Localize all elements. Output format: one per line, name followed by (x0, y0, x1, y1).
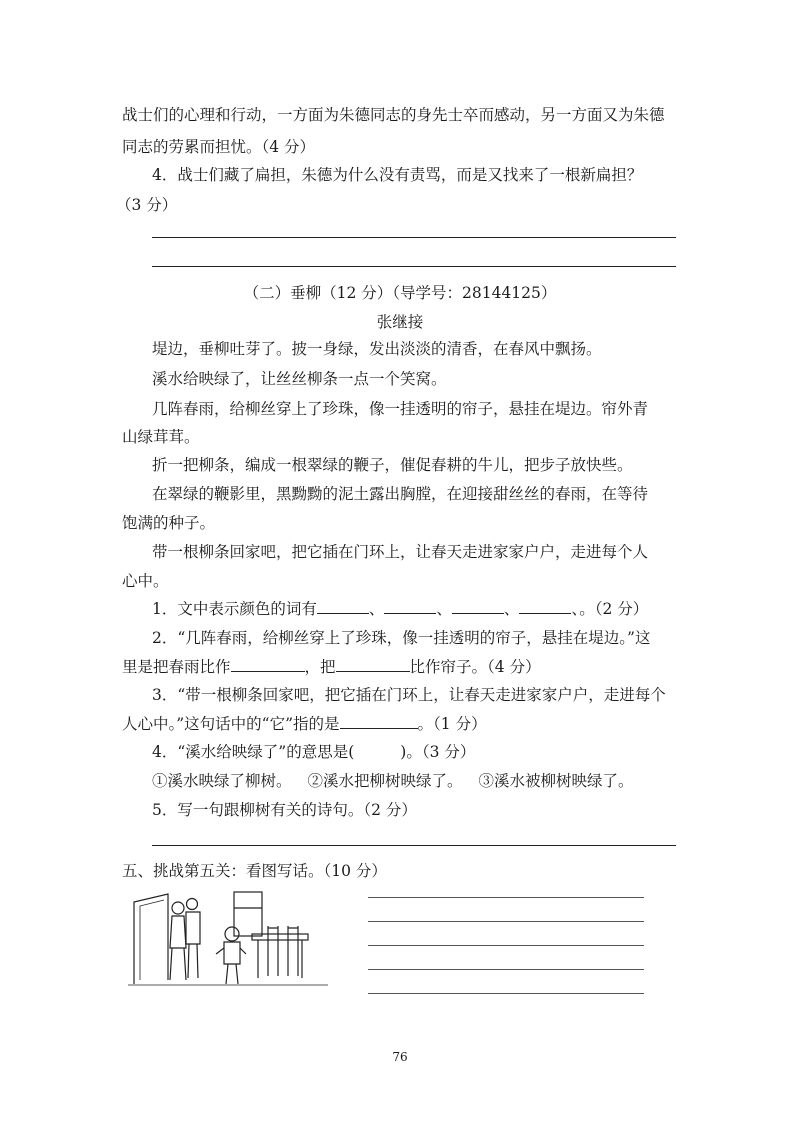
question-1-prefix: 1．文中表示颜色的词有 (152, 600, 317, 618)
answer-line-poem (152, 845, 676, 846)
section2-title: （二）垂柳（12 分）（导学号：28144125） (243, 284, 557, 302)
refrigerator (234, 892, 262, 936)
question-5: 5．写一句跟柳树有关的诗句。（2 分） (152, 801, 417, 819)
paragraph-3-line-2: 山绿茸茸。 (122, 428, 200, 446)
question-2-text-c: 比作帘子。（4 分） (409, 658, 541, 676)
question-2-text-b: ，把 (304, 658, 336, 676)
paragraph-6-line-1: 带一根柳条回家吧，把它插在门环上，让春天走进家家户户，走进每个人 (152, 543, 649, 561)
option-1[interactable]: ①溪水映绿了柳树。 (152, 772, 292, 790)
q4-question-line-1: 4．战士们藏了扁担，朱德为什么没有责骂，而是又找来了一根新扁担？ (152, 166, 643, 184)
question-2-text-a: 里是把春雨比作 (122, 658, 231, 676)
child-figure (225, 927, 239, 941)
question-2-line-1: 2．“几阵春雨，给柳丝穿上了珍珠，像一挂透明的帘子，悬挂在堤边。”这 (152, 629, 651, 647)
writing-line-4[interactable] (368, 969, 644, 970)
section5-title: 五、挑战第五关：看图写话。（10 分） (122, 862, 387, 880)
answer-line-2 (152, 266, 676, 267)
q4-question-line-2: （3 分） (116, 196, 178, 214)
writing-line-3[interactable] (368, 945, 644, 946)
option-2[interactable]: ②溪水把柳树映绿了。 (307, 772, 463, 790)
blank-color-2[interactable] (384, 599, 436, 614)
question-4 (152, 741, 475, 763)
door-frame (134, 894, 168, 984)
separator: 、 (571, 600, 580, 618)
paragraph-4: 折一把柳条，编成一根翠绿的鞭子，催促春耕的牛儿，把步子放快些。 (152, 456, 633, 474)
paragraph-2: 溪水给映绿了，让丝丝柳条一点一个笑窝。 (152, 370, 447, 388)
separator: 、 (436, 600, 452, 618)
separator: 、 (503, 600, 520, 618)
mother-figure (172, 902, 184, 914)
question-3-text-b: 。（1 分） (417, 715, 487, 733)
q3-answer-line-2: 同志的劳累而担忧。（4 分） (122, 138, 316, 156)
question-1 (152, 598, 648, 620)
answer-line-1 (152, 237, 676, 238)
writing-line-5[interactable] (368, 993, 644, 994)
writing-line-2[interactable] (368, 921, 644, 922)
paragraph-5-line-2: 饱满的种子。 (122, 514, 216, 532)
question-2-line-2 (122, 656, 541, 678)
dining-table (252, 934, 308, 940)
question-4-suffix: )。（3 分） (400, 743, 476, 761)
blank-it-refers-to[interactable] (340, 714, 418, 729)
paragraph-3-line-1: 几阵春雨，给柳丝穿上了珍珠，像一挂透明的帘子，悬挂在堤边。帘外青 (152, 400, 649, 418)
separator: 、 (368, 600, 385, 618)
blank-color-4[interactable] (519, 599, 571, 614)
picture-illustration (128, 888, 328, 988)
question-3-line-2 (122, 713, 487, 735)
paragraph-1: 堤边，垂柳吐芽了。披一身绿，发出淡淡的清香，在春风中飘扬。 (152, 340, 602, 358)
question-4-prefix: 4．“溪水给映绿了”的意思是( (152, 743, 355, 761)
blank-rain-comparison[interactable] (231, 657, 305, 672)
question-1-suffix: 。（2 分） (579, 600, 649, 618)
blank-color-1[interactable] (317, 599, 369, 614)
paragraph-5-line-1: 在翠绿的鞭影里，黑黝黝的泥土露出胸膛，在迎接甜丝丝的春雨，在等待 (152, 485, 649, 503)
writing-line-1[interactable] (368, 897, 644, 898)
question-4-options (152, 770, 634, 792)
option-3[interactable]: ③溪水被柳树映绿了。 (478, 772, 634, 790)
q3-answer-line-1: 战士们的心理和行动，一方面为朱德同志的身先士卒而感动，另一方面又为朱德 (122, 106, 665, 124)
blank-color-3[interactable] (452, 599, 504, 614)
question-3-text-a: 人心中。”这句话中的“它”指的是 (122, 715, 340, 733)
question-3-line-1: 3．“带一根柳条回家吧，把它插在门环上，让春天走进家家户户，走进每个 (152, 686, 666, 704)
page-number: 76 (392, 1050, 408, 1064)
section2-author: 张继接 (376, 313, 424, 331)
blank-curtain-comparison[interactable] (336, 657, 410, 672)
paragraph-6-line-2: 心中。 (122, 572, 169, 590)
